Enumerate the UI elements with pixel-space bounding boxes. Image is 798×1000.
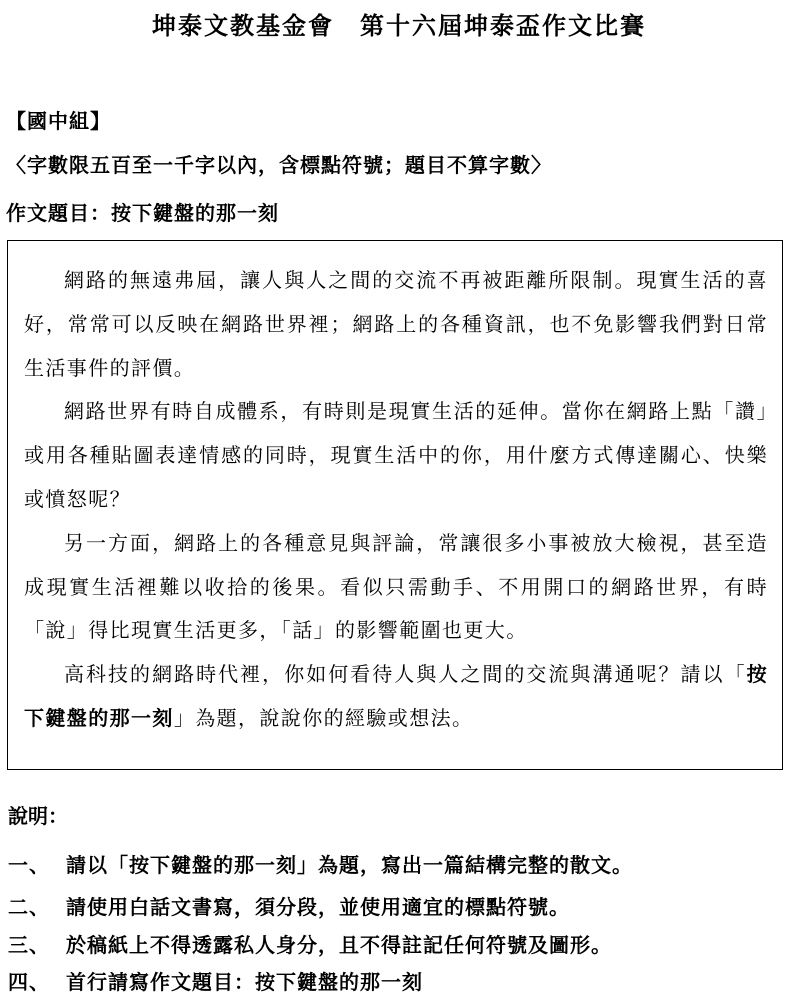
note-item-4 xyxy=(8,966,423,995)
prompt-p4-end: 」為題，說說你的經驗或想法。 xyxy=(173,705,474,730)
title-foundation: 坤泰文教基金會 xyxy=(152,11,334,40)
note-item-1 xyxy=(8,849,633,878)
prompt-p4-start: 高科技的網路時代裡，你如何看待人與人之間的交流與溝通呢？請以「 xyxy=(64,662,747,687)
prompt-paragraph-1: 網路的無遠弗屆，讓人與人之間的交流不再被距離所限制。現實生活的喜好，常常可以反映在網路世界裡；網路上的各種資訊，也不免影響我們對日常生活事件的評價。 xyxy=(24,268,768,380)
note-number: 一、 xyxy=(8,853,50,877)
note-number: 四、 xyxy=(8,970,50,994)
prompt-paragraph-2: 網路世界有時自成體系，有時則是現實生活的延伸。當你在網路上點「讚」或用各種貼圖表達情感的同時，現實生活中的你，用什麼方式傳達關心、快樂或憤怒呢？ xyxy=(24,399,768,511)
prompt-p4-topic: 按下鍵盤的那一刻 xyxy=(24,662,768,730)
page-title xyxy=(0,6,798,41)
prompt-paragraph-4 xyxy=(24,653,768,741)
prompt-box xyxy=(7,240,783,770)
essay-topic: 作文題目：按下鍵盤的那一刻 xyxy=(6,201,279,225)
note-item-2 xyxy=(8,891,570,920)
note-text: 首行請寫作文題目：按下鍵盤的那一刻 xyxy=(66,970,423,994)
prompt-paragraph-3: 另一方面，網路上的各種意見與評論，常讓很多小事被放大檢視，甚至造成現實生活裡難以收拾的後果。看似只需動手、不用開口的網路世界，有時「說」得比現實生活更多，「話」的影響範圍也更大。 xyxy=(24,530,768,643)
note-text: 請以「按下鍵盤的那一刻」為題，寫出一篇結構完整的散文。 xyxy=(66,853,633,877)
note-item-3 xyxy=(8,929,612,958)
note-number: 三、 xyxy=(8,933,50,957)
group-label: 【國中組】 xyxy=(6,109,111,133)
note-text: 於稿紙上不得透露私人身分，且不得註記任何符號及圖形。 xyxy=(66,933,612,957)
title-contest: 第十六屆坤泰盃作文比賽 xyxy=(360,11,646,40)
note-number: 二、 xyxy=(8,895,50,919)
note-text: 請使用白話文書寫，須分段，並使用適宜的標點符號。 xyxy=(66,895,570,919)
word-limit-note: 〈字數限五百至一千字以內，含標點符號；題目不算字數〉 xyxy=(6,153,552,177)
notes-title: 說明： xyxy=(8,804,68,828)
